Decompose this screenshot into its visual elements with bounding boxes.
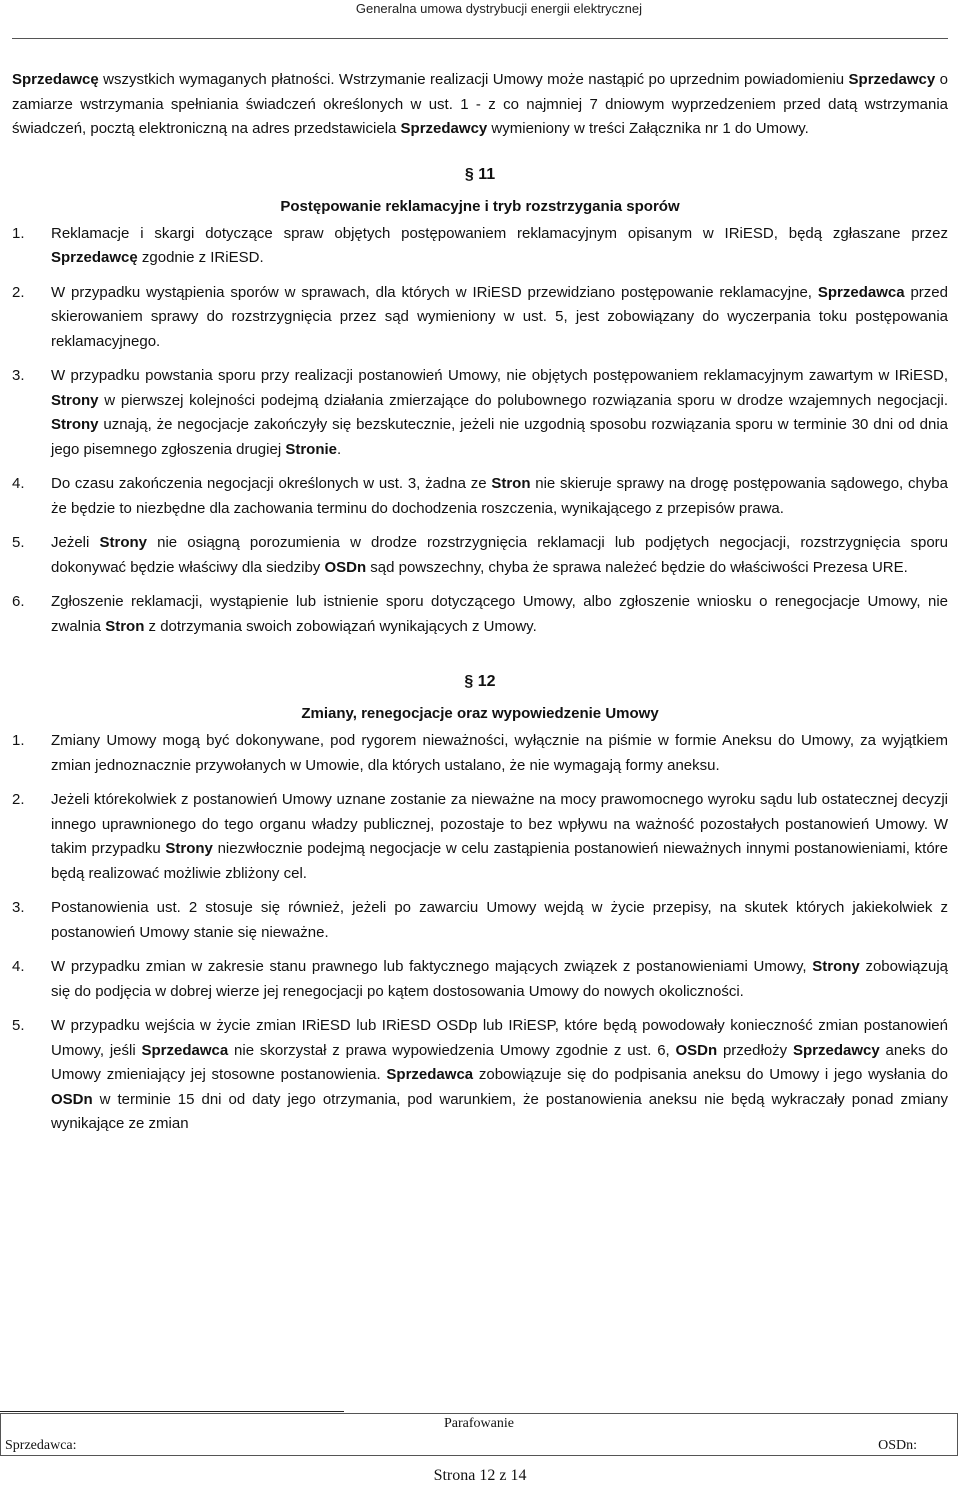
intro-t5: Sprzedawcy (400, 120, 488, 137)
s12-p2-c: niezwłocznie podejmą negocjacje w celu zastąpienia postanowień nieważnych innymi postanowieniami, które będą realizować możliwie zbliżony cel. (51, 840, 948, 882)
s12-p1-a: Zmiany Umowy mogą być dokonywane, pod rygorem nieważności, wyłącznie na piśmie w formie Aneksu do Umowy, za wyjątkiem zmian jednoznacznie przywołanych w Umowie, dla których ustalano, że nie wymagają formy aneksu. (51, 732, 948, 774)
section-11-title: Postępowanie reklamacyjne i tryb rozstrzygania sporów (280, 197, 680, 215)
s11-p5-number: 5. (12, 534, 25, 551)
s11-p3-text (51, 364, 948, 462)
s11-p3-d: Strony (51, 416, 99, 433)
s11-p1-b: Sprzedawcę (51, 249, 138, 266)
s11-paragraph-5 (12, 531, 948, 580)
s11-p2-b: Sprzedawca (817, 283, 905, 301)
s12-p5-h: Sprzedawca (386, 1066, 474, 1083)
s11-p6-c: z dotrzymania swoich zobowiązań wynikających z Umowy. (144, 617, 537, 635)
s11-paragraph-6 (12, 590, 948, 639)
s11-p5-b: Strony (99, 534, 147, 551)
s11-p3-c: w pierwszej kolejności podejmą działania zmierzające do polubownego rozwiązania sporu w drodze wzajemnych negocjacji. (98, 391, 948, 409)
osdn-initials-label: OSDn: (878, 1438, 917, 1453)
s11-p1-text (51, 222, 948, 271)
s12-p5-i: zobowiązuje się do podpisania aneksu do Umowy i jego wysłania do (473, 1066, 948, 1083)
s11-p3-number: 3. (12, 367, 25, 384)
s11-p3-e: uznają, że negocjacje zakończyły się bezskutecznie, jeżeli nie uzgodnią sposobu rozwiązania sporu w terminie 30 dni od dnia jego pisemnego zgłoszenia drugiej (51, 416, 948, 458)
s12-p5-f: Sprzedawcy (792, 1041, 880, 1059)
intro-t3: Sprzedawcy (848, 71, 936, 88)
s11-p6-b: Stron (105, 617, 145, 635)
s12-p2-b: Strony (165, 840, 213, 857)
s12-paragraph-2 (12, 788, 948, 886)
s12-p4-text (51, 955, 948, 1004)
s11-p6-a: Zgłoszenie reklamacji, wystąpienie lub istnienie sporu dotyczącego Umowy, albo zgłoszenie wniosku o renegocjacje Umowy, nie zwalnia (51, 593, 948, 635)
section-12-title: Zmiany, renegocjacje oraz wypowiedzenie Umowy (301, 705, 659, 722)
s12-p2-number: 2. (12, 791, 25, 808)
s11-paragraph-4 (12, 472, 948, 521)
s11-p5-d: OSDn (324, 558, 367, 576)
s12-p1-number: 1. (12, 732, 25, 749)
s11-p6-text (51, 590, 948, 639)
s11-p6-number: 6. (12, 593, 25, 610)
s11-p1-a: Reklamacje i skargi dotyczące spraw objętych postępowaniem reklamacyjnym opisanym w IRiESD, będą zgłaszane przez (51, 224, 948, 242)
s11-p2-a: W przypadku wystąpienia sporów w sprawach, dla których w IRiESD przewidziano postępowanie reklamacyjne, (51, 283, 818, 301)
s12-p1-text (51, 729, 948, 778)
s11-paragraph-2 (12, 281, 948, 355)
s12-p4-c: zobowiązują się do podjęcia w dobrej wierze jej renegocjacji po kątem dostosowania Umowy do nowych okoliczności. (51, 958, 948, 1000)
s12-p4-number: 4. (12, 958, 25, 975)
s12-p5-g: aneks do Umowy zmieniający jej stosowne postanowienia. (51, 1041, 948, 1083)
s12-p2-text (51, 788, 948, 886)
s12-p3-number: 3. (12, 899, 25, 916)
intro-t4: o zamiarze wstrzymania spełniania świadczeń określonych w ust. 1 - z co najmniej 7 dniowym wyprzedzeniem przed datą wstrzymania świadczeń, pocztą elektroniczną na adres przedstawiciela (12, 71, 948, 137)
s11-p3-a: W przypadku powstania sporu przy realizacji postanowień Umowy, nie objętych postępowaniem reklamacyjnym zawartym w IRiESD, (51, 367, 948, 384)
s11-p1-c: zgodnie z IRiESD. (137, 249, 264, 266)
s11-p1-number: 1. (12, 224, 25, 242)
s11-p4-b: Stron (491, 475, 531, 492)
s11-p5-text (51, 531, 948, 580)
intro-t1: Sprzedawcę (12, 71, 99, 88)
s11-p5-a: Jeżeli (51, 534, 100, 551)
sprzedawca-initials-label: Sprzedawca: (5, 1438, 77, 1453)
s11-p4-c: nie skieruje sprawy na drogę postępowania sądowego, chyba że będzie to niezbędne dla zachowania terminu do dochodzenia roszczenia, wynikającego z przepisów prawa. (51, 475, 948, 517)
s11-p5-c: nie osiągną porozumienia w drodze rozstrzygnięcia reklamacji lub podjętych negocjacji, rozstrzygnięcia sporu dokonywać będzie właściwy dla siedziby (51, 534, 948, 576)
s11-paragraph-3 (12, 364, 948, 462)
parafowanie-label: Parafowanie (444, 1416, 514, 1431)
s12-paragraph-4 (12, 955, 948, 1004)
s12-p5-e: przedłoży (717, 1041, 793, 1059)
s11-p4-number: 4. (12, 475, 25, 492)
s12-p2-a: Jeżeli którekolwiek z postanowień Umowy uznane zostanie za nieważne na mocy prawomocnego wyroku sądu lub ostatecznej decyzji innego uprawnionego do tego organu władzy publicznej, pozostaje to bez wpływu na ważność pozostałych postanowień Umowy. W takim przypadku (51, 791, 948, 857)
s12-paragraph-5 (12, 1014, 948, 1137)
s11-p4-text (51, 472, 948, 521)
section-11-number: § 11 (464, 165, 496, 183)
s12-p5-j: OSDn (51, 1090, 93, 1108)
s12-p3-a: Postanowienia ust. 2 stosuje się również, jeżeli po zawarciu Umowy wejdą w życie przepisy, na skutek których jakiekolwiek z postanowień Umowy stanie się nieważne. (51, 899, 948, 941)
initials-box (0, 1413, 958, 1456)
s12-paragraph-3 (12, 896, 948, 945)
s12-paragraph-1 (12, 729, 948, 778)
s12-p5-b: Sprzedawca (141, 1041, 229, 1059)
s12-p5-text (51, 1014, 948, 1137)
s11-p2-c: przed skierowaniem sprawy do rozstrzygnięcia przez sąd wymieniony w ust. 5, jest zobowiązany do wyczerpania toku postępowania reklamacyjnego. (51, 283, 948, 350)
page-header (0, 0, 960, 40)
s11-p4-a: Do czasu zakończenia negocjacji określonych w ust. 3, żadna ze (51, 475, 492, 492)
s12-p4-a: W przypadku zmian w zakresie stanu prawnego lub faktycznego mających związek z postanowieniami Umowy, (51, 958, 813, 975)
intro-paragraph (12, 68, 948, 142)
s12-p5-number: 5. (12, 1017, 25, 1034)
s11-paragraph-1 (12, 222, 948, 271)
s11-p2-text (51, 281, 948, 355)
s11-p5-e: sąd powszechny, chyba że sprawa należeć będzie do właściwości Prezesa URE. (366, 558, 908, 576)
intro-t2: wszystkich wymaganych płatności. Wstrzymanie realizacji Umowy może nastąpić po uprzednim powiadomieniu (98, 71, 849, 88)
intro-t6: wymieniony w treści Załącznika nr 1 do Umowy. (487, 120, 809, 137)
s12-p5-d: OSDn (675, 1041, 718, 1059)
s11-p3-g: . (337, 440, 342, 458)
s12-p5-c: nie skorzystał z prawa wypowiedzenia Umowy zgodnie z ust. 6, (228, 1041, 676, 1059)
signature-line (0, 1411, 344, 1412)
s12-p3-text (51, 896, 948, 945)
s12-p5-a: W przypadku wejścia w życie zmian IRiESD lub IRiESD OSDp lub IRiESP, które będą powodowały konieczność zmian postanowień Umowy, jeśli (51, 1017, 948, 1059)
page-number: Strona 12 z 14 (433, 1467, 527, 1484)
header-divider (12, 38, 948, 39)
s12-p5-k: w terminie 15 dni od daty jego otrzymania, pod warunkiem, że postanowienia aneksu nie będą wykraczały ponad zmiany wynikające ze zmian (51, 1090, 948, 1132)
s12-p4-b: Strony (812, 958, 860, 975)
section-12-number: § 12 (464, 673, 496, 690)
document-title: Generalna umowa dystrybucji energii elektrycznej (355, 1, 642, 16)
s11-p3-f: Stronie (285, 440, 338, 458)
document-body (12, 68, 948, 1147)
s11-p2-number: 2. (12, 283, 25, 301)
s11-p3-b: Strony (51, 391, 99, 409)
